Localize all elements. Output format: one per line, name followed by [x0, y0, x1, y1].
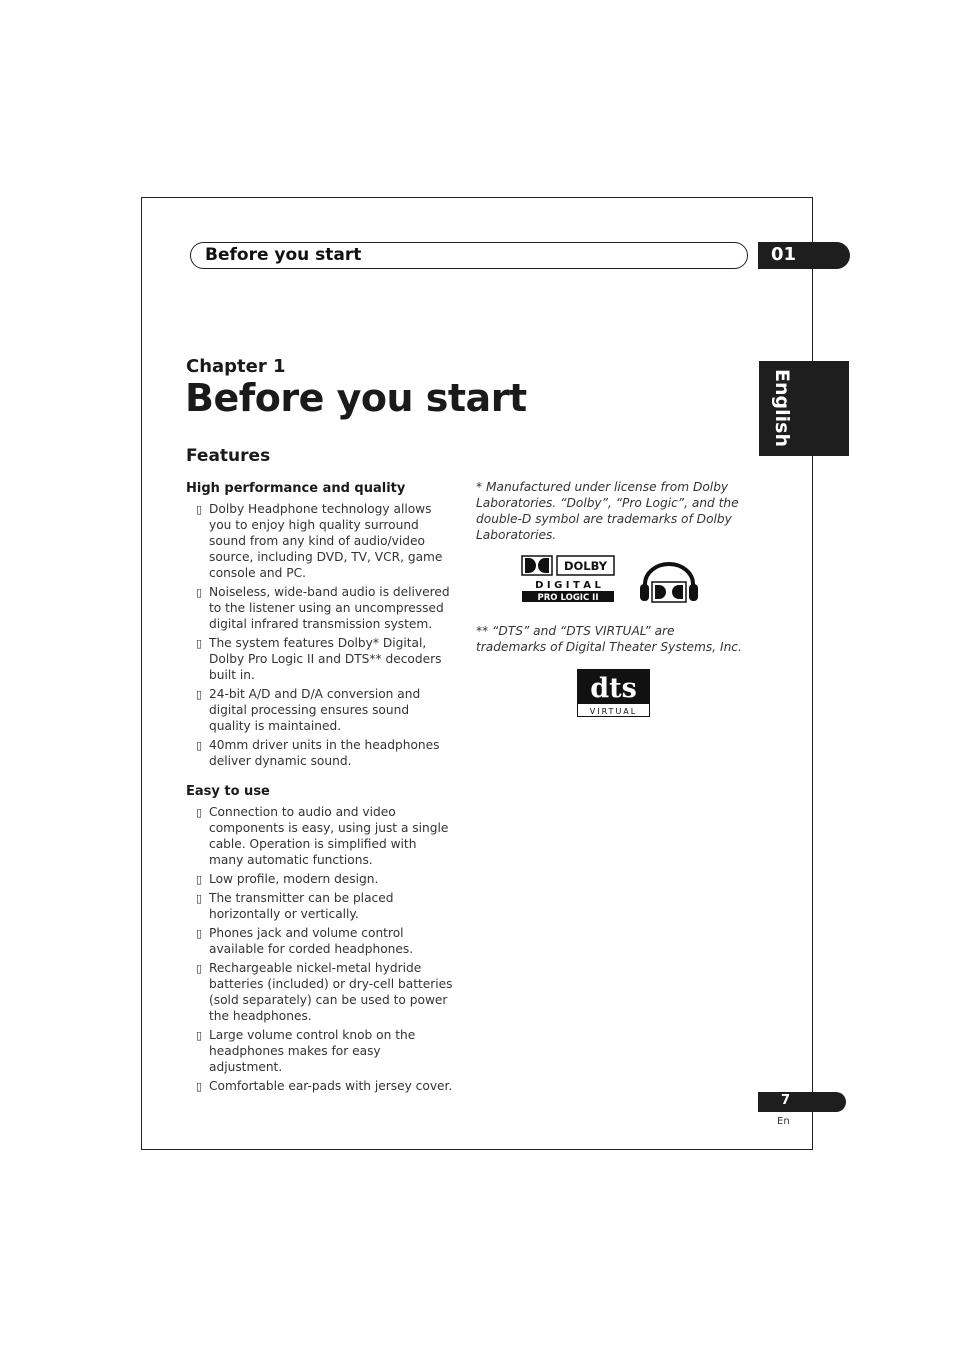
dts-virtual-logo: [577, 669, 650, 717]
list-item: ▯ Phones jack and volume control available for corded headphones.: [196, 926, 414, 956]
square-bullet-icon: ▯: [196, 927, 203, 940]
performance-list: [196, 501, 454, 772]
list-item: ▯ The transmitter can be placed horizontally or vertically.: [196, 891, 394, 921]
square-bullet-icon: ▯: [196, 586, 203, 599]
dolby-digital-prologic-logo: [521, 555, 615, 603]
list-item: ▯ Rechargeable nickel-metal hydride batteries (included) or dry-cell batteries (sold separately) can be used to power the headphones.: [196, 961, 453, 1023]
chapter-number-badge: [758, 242, 850, 269]
ease-heading: Easy to use: [186, 784, 270, 799]
square-bullet-icon: ▯: [196, 739, 203, 752]
performance-heading: High performance and quality: [186, 481, 406, 496]
section-header-title: Before you start: [205, 245, 362, 265]
page-lang-code: En: [777, 1116, 790, 1127]
svg-text:dts: dts: [590, 673, 637, 704]
ease-list: [196, 804, 454, 1097]
dolby-trademark-note: * Manufactured under license from Dolby Laboratories. “Dolby”, “Pro Logic”, and the double-D symbol are trademarks of Dolby Laboratories.: [476, 480, 739, 542]
svg-text:DOLBY: DOLBY: [563, 559, 608, 573]
list-item: ▯ 24-bit A/D and D/A conversion and digital processing ensures sound quality is maintained.: [196, 687, 421, 733]
square-bullet-icon: ▯: [196, 688, 203, 701]
svg-text:PRO LOGIC II: PRO LOGIC II: [537, 593, 599, 603]
square-bullet-icon: ▯: [196, 1080, 203, 1093]
list-item: ▯ The system features Dolby* Digital, Dolby Pro Logic II and DTS** decoders built in.: [196, 636, 442, 682]
features-heading: Features: [186, 446, 271, 466]
list-item: ▯ Large volume control knob on the headphones makes for easy adjustment.: [196, 1028, 416, 1074]
square-bullet-icon: ▯: [196, 962, 203, 975]
section-header: [190, 242, 748, 269]
list-item: ▯ Low profile, modern design.: [196, 872, 379, 886]
page-number-badge: [758, 1092, 846, 1112]
square-bullet-icon: ▯: [196, 806, 203, 819]
svg-text:VIRTUAL: VIRTUAL: [589, 707, 638, 716]
headphone-icon: [638, 560, 700, 604]
language-tab: [759, 361, 849, 456]
list-item: ▯ Comfortable ear-pads with jersey cover.: [196, 1079, 453, 1093]
chapter-number: 01: [771, 244, 797, 265]
language-label: English: [771, 369, 793, 447]
list-item: ▯ Connection to audio and video components is easy, using just a single cable. Operation is simplified with many automatic functions.: [196, 805, 449, 867]
list-item: ▯ 40mm driver units in the headphones deliver dynamic sound.: [196, 738, 440, 768]
dts-trademark-note: ** “DTS” and “DTS VIRTUAL” are trademarks of Digital Theater Systems, Inc.: [476, 624, 742, 654]
square-bullet-icon: ▯: [196, 1029, 203, 1042]
chapter-label: Chapter 1: [186, 356, 286, 377]
svg-text:D I G I T A L: D I G I T A L: [535, 580, 601, 591]
list-item: ▯ Dolby Headphone technology allows you to enjoy high quality surround sound from any kind of audio/video source, including DVD, TV, VCR, game console and PC.: [196, 502, 443, 580]
page-title: Before you start: [185, 376, 527, 420]
square-bullet-icon: ▯: [196, 892, 203, 905]
page-number: 7: [781, 1093, 791, 1108]
square-bullet-icon: ▯: [196, 873, 203, 886]
list-item: ▯ Noiseless, wide-band audio is delivered to the listener using an uncompressed digital infrared transmission system.: [196, 585, 450, 631]
square-bullet-icon: ▯: [196, 503, 203, 516]
square-bullet-icon: ▯: [196, 637, 203, 650]
